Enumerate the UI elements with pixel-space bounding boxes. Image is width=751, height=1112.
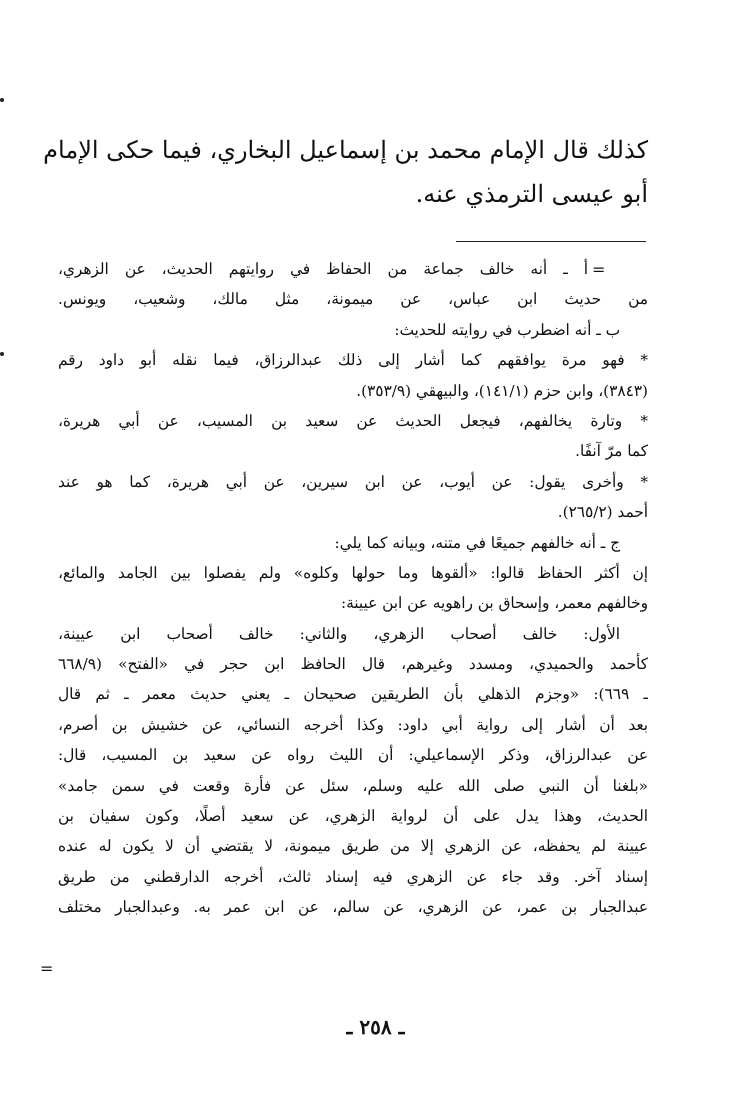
footnote-separator bbox=[456, 241, 646, 242]
page-number: ـ ٢٥٨ ـ bbox=[346, 1015, 405, 1039]
footnote-line: عن عبدالرزاق، وذكر الإسماعيلي: أن الليث رواه عن سعيد بن المسيب، قال: bbox=[58, 746, 648, 765]
footnote-line: أ ـ أنه خالف جماعة من الحفاظ في روايتهم الحديث، عن الزهري، bbox=[58, 260, 588, 278]
footnote-line: إسناد آخر. وقد جاء عن الزهري فيه إسناد ثالث، أخرجه الدارقطني من طريق bbox=[58, 867, 648, 886]
footnote-line: عيينة لم يحفظه، عن الزهري إلا من طريق ميمونة، لا يقتضي أن لا يكون له عنده bbox=[58, 837, 648, 856]
footnote-line: عبدالجبار بن عمر، عن الزهري، عن سالم، عن ابن عمر به. وعبدالجبار مختلف bbox=[58, 898, 648, 917]
edge-dot-middle bbox=[0, 352, 4, 356]
footnote-line: الحديث، وهذا يدل على أن لرواية الزهري، عن سعيد أصلًا، وكون سفيان بن bbox=[58, 807, 648, 826]
main-text-line: كذلك قال الإمام محمد بن إسماعيل البخاري، فيما حكى الإمام bbox=[43, 136, 648, 164]
footnote-line: وخالفهم معمر، وإسحاق بن راهويه عن ابن عيينة: bbox=[340, 594, 648, 613]
footnote-line: من حديث ابن عباس، عن ميمونة، مثل مالك، وشعيب، ويونس. bbox=[58, 290, 648, 309]
footnote-line: ج ـ أنه خالفهم جميعًا في متنه، وبيانه كما يلي: bbox=[334, 533, 620, 552]
footnote-line: ـ ٦٦٩): «وجزم الذهلي بأن الطريقين صحيحان ـ يعني حديث معمر ـ ثم قال bbox=[58, 685, 648, 704]
main-text-line: أبو عيسى الترمذي عنه. bbox=[415, 180, 648, 208]
footnote-line: بعد أن أشار إلى رواية أبي داود: وكذا أخرجه النسائي، عن خشيش بن أصرم، bbox=[58, 715, 648, 734]
footnote-line: (٣٨٤٣)، وابن حزم (١٤١/١)، والبيهقي (٣٥٣/٩). bbox=[356, 381, 648, 400]
continuation-mark-bottom: = bbox=[40, 959, 54, 978]
footnote-line: «بلغنا أن النبي صلى الله عليه وسلم، سئل عن فأرة وقعت في سمن جامد» bbox=[58, 776, 648, 795]
footnote-line: * وتارة يخالفهم، فيجعل الحديث عن سعيد بن المسيب، عن أبي هريرة، bbox=[58, 411, 648, 430]
edge-dot-top bbox=[0, 98, 4, 102]
footnote-line: إن أكثر الحفاظ قالوا: «ألقوها وما حولها وكلوه» ولم يفصلوا بين الجامد والمائع، bbox=[58, 563, 648, 582]
footnote-line: كأحمد والحميدي، ومسدد وغيرهم، قال الحافظ ابن حجر في «الفتح» (٦٦٨/٩ bbox=[58, 655, 648, 674]
main-text bbox=[43, 128, 648, 216]
footnote-line: كما مرّ آنفًا. bbox=[575, 442, 648, 461]
footnote bbox=[58, 254, 648, 923]
continuation-mark-top: = bbox=[592, 260, 606, 279]
footnote-line: الأول: خالف أصحاب الزهري، والثاني: خالف أصحاب ابن عيينة، bbox=[58, 624, 620, 643]
footnote-line: ب ـ أنه اضطرب في روايته للحديث: bbox=[394, 320, 620, 339]
footnote-line: * فهو مرة يوافقهم كما أشار إلى ذلك عبدالرزاق، فيما نقله أبو داود رقم bbox=[58, 351, 648, 370]
footnote-line: أحمد (٢٦٥/٢). bbox=[557, 503, 648, 522]
footnote-line: * وأخرى يقول: عن أيوب، عن ابن سيرين، عن أبي هريرة، كما هو عند bbox=[58, 472, 648, 491]
